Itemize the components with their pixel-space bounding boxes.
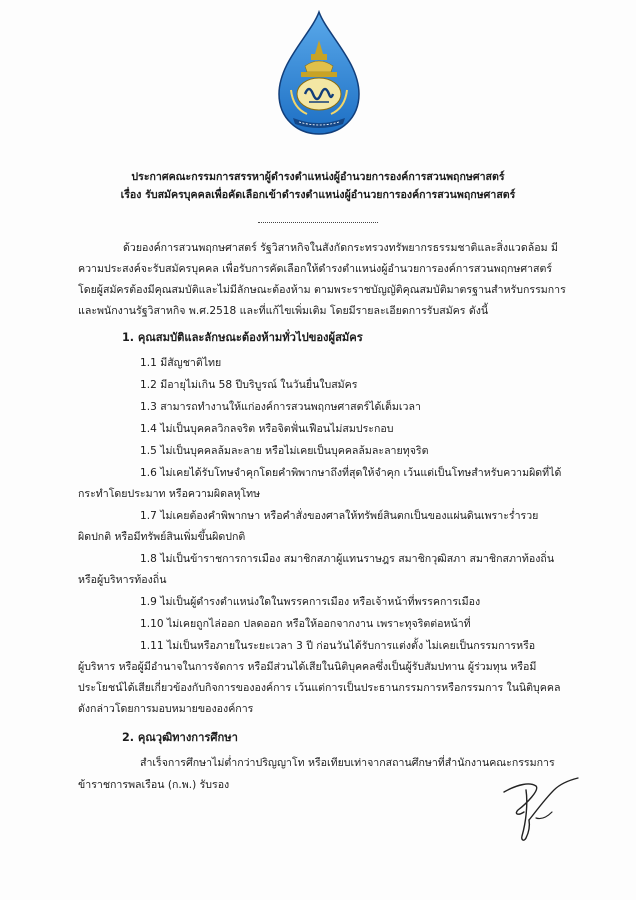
list-item: 1.4 ไม่เป็นบุคคลวิกลจริต หรือจิตฟั่นเฟือนไม่สมประกอบ <box>140 423 394 435</box>
list-item-continuation: ประโยชน์ได้เสียเกี่ยวข้องกับกิจการขององค์การ เว้นแต่การเป็นประธานกรรมการหรือกรรมการ ในนิติบุคคล <box>78 682 561 694</box>
paragraph-line: สำเร็จการศึกษาไม่ต่ำกว่าปริญญาโท หรือเทียบเท่าจากสถานศึกษาที่สำนักงานคณะกรรมการ <box>140 757 555 769</box>
announcement-title: ประกาศคณะกรรมการสรรหาผู้ดำรงตำแหน่งผู้อำนวยการองค์การสวนพฤกษศาสตร์ <box>131 171 505 183</box>
list-item-continuation: ผิดปกติ หรือมีทรัพย์สินเพิ่มขึ้นผิดปกติ <box>78 531 246 543</box>
list-item-continuation: หรือผู้บริหารท้องถิ่น <box>78 574 167 586</box>
list-item: 1.1 มีสัญชาติไทย <box>140 357 222 369</box>
organization-emblem-icon <box>271 10 367 138</box>
list-item: 1.5 ไม่เป็นบุคคลล้มละลาย หรือไม่เคยเป็นบุคคลล้มละลายทุจริต <box>140 445 429 457</box>
list-item: 1.7 ไม่เคยต้องคำพิพากษา หรือคำสั่งของศาลให้ทรัพย์สินตกเป็นของแผ่นดินเพราะร่ำรวย <box>140 510 539 522</box>
intro-line: โดยผู้สมัครต้องมีคุณสมบัติและไม่มีลักษณะต้องห้าม ตามพระราชบัญญัติคุณสมบัติมาตรฐานสำหรับกรรมการ <box>78 284 566 296</box>
list-item-continuation: ดังกล่าวโดยการมอบหมายขององค์การ <box>78 703 254 715</box>
intro-line: และพนักงานรัฐวิสาหกิจ พ.ศ.2518 และที่แก้ไขเพิ่มเติม โดยมีรายละเอียดการรับสมัคร ดังนี้ <box>78 305 489 317</box>
announcement-subject: เรื่อง รับสมัครบุคคลเพื่อคัดเลือกเข้าดำรงตำแหน่งผู้อำนวยการองค์การสวนพฤกษศาสตร์ <box>120 189 516 201</box>
intro-line: ด้วยองค์การสวนพฤกษศาสตร์ รัฐวิสาหกิจในสังกัดกระทรวงทรัพยากรธรรมชาติและสิ่งแวดล้อม มี <box>123 242 558 254</box>
section-heading: 1. คุณสมบัติและลักษณะต้องห้ามทั่วไปของผู้สมัคร <box>122 331 363 344</box>
list-item: 1.3 สามารถทำงานให้แก่องค์การสวนพฤกษศาสตร์ได้เต็มเวลา <box>140 401 421 413</box>
list-item: 1.6 ไม่เคยได้รับโทษจำคุกโดยคำพิพากษาถึงที่สุดให้จำคุก เว้นแต่เป็นโทษสำหรับความผิดที่ได้ <box>140 467 562 479</box>
paragraph-line: ข้าราชการพลเรือน (ก.พ.) รับรอง <box>78 779 230 791</box>
list-item: 1.8 ไม่เป็นข้าราชการการเมือง สมาชิกสภาผู้แทนราษฎร สมาชิกวุฒิสภา สมาชิกสภาท้องถิ่น <box>140 553 555 565</box>
list-item: 1.10 ไม่เคยถูกไล่ออก ปลดออก หรือให้ออกจากงาน เพราะทุจริตต่อหน้าที่ <box>140 618 471 630</box>
list-item-continuation: ผู้บริหาร หรือผู้มีอำนาจในการจัดการ หรือมีส่วนได้เสียในนิติบุคคลซึ่งเป็นผู้รับสัมปทาน ผู้ร่วมทุน หรือมี <box>78 661 537 673</box>
title-divider <box>258 222 378 223</box>
list-item: 1.11 ไม่เป็นหรือภายในระยะเวลา 3 ปี ก่อนวันได้รับการแต่งตั้ง ไม่เคยเป็นกรรมการหรือ <box>140 640 536 652</box>
intro-line: ความประสงค์จะรับสมัครบุคคล เพื่อรับการคัดเลือกให้ดำรงตำแหน่งผู้อำนวยการองค์การสวนพฤกษศาสตร์ <box>78 263 553 275</box>
section-heading: 2. คุณวุฒิทางการศึกษา <box>122 731 238 744</box>
list-item: 1.2 มีอายุไม่เกิน 58 ปีบริบูรณ์ ในวันยื่นใบสมัคร <box>140 379 358 391</box>
list-item: 1.9 ไม่เป็นผู้ดำรงตำแหน่งใดในพรรคการเมือง หรือเจ้าหน้าที่พรรคการเมือง <box>140 596 481 608</box>
list-item-continuation: กระทำโดยประมาท หรือความผิดลหุโทษ <box>78 488 261 500</box>
handwritten-signature-icon <box>496 770 584 850</box>
